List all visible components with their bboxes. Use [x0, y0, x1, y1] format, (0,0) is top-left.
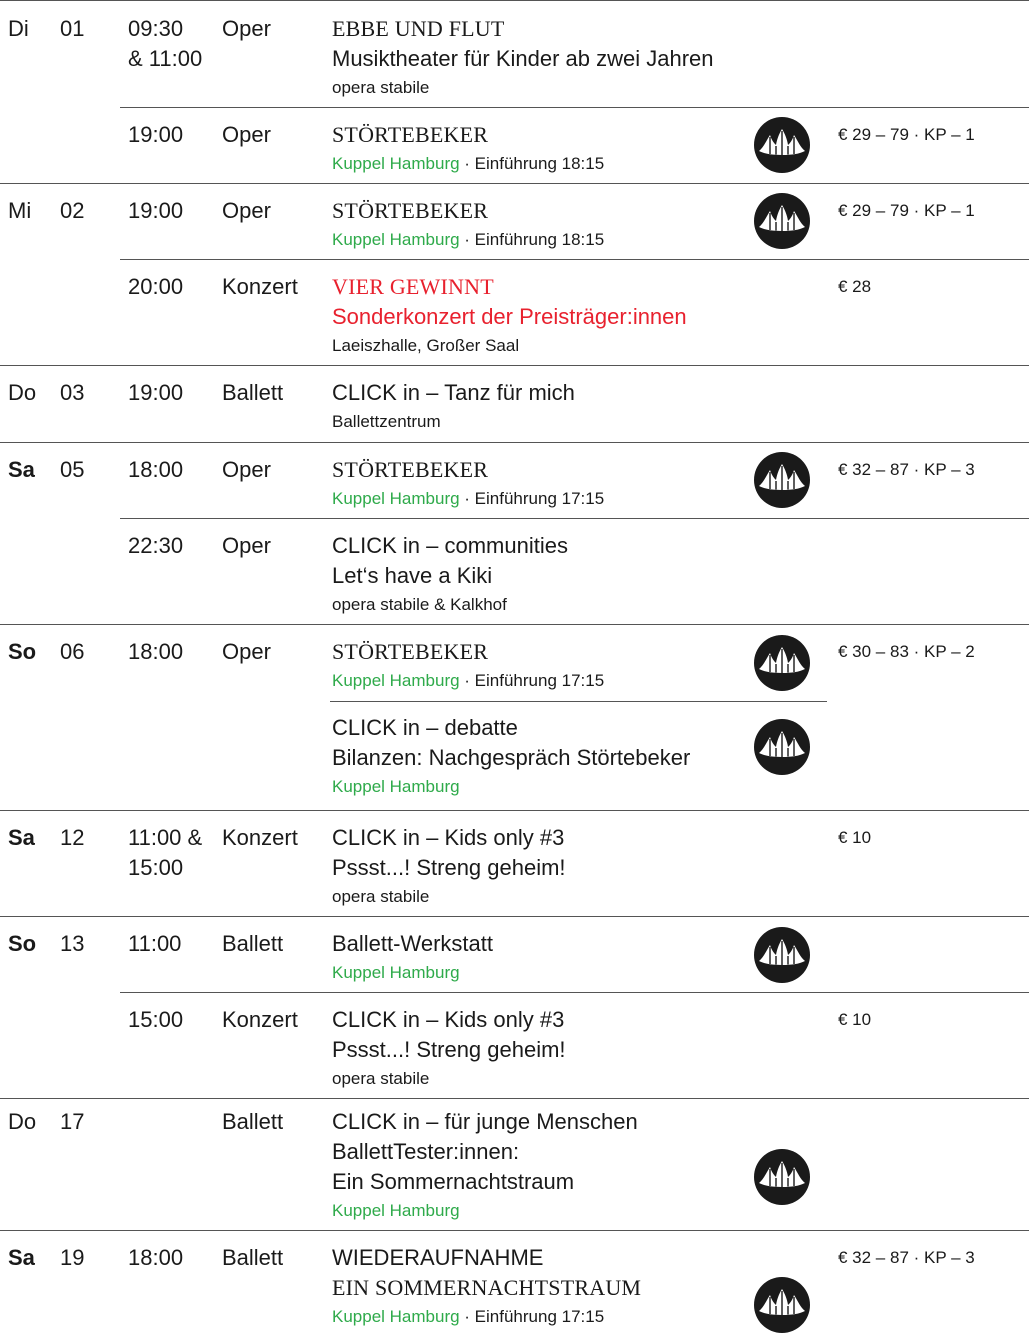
event-title-line[interactable]: STÖRTEBEKER	[332, 639, 489, 664]
event-title-line[interactable]: Ein Sommernachtstraum	[332, 1169, 575, 1194]
event-title-line[interactable]: Musiktheater für Kinder ab zwei Jahren	[332, 46, 714, 71]
event-title-line[interactable]: CLICK in – Tanz für mich	[332, 380, 575, 405]
event-title-line[interactable]: Pssst...! Streng geheim!	[332, 855, 566, 880]
row-divider	[120, 259, 1029, 260]
kuppel-tent-icon[interactable]	[754, 1277, 810, 1333]
event-venue[interactable]: Kuppel Hamburg	[332, 1307, 460, 1326]
event-time: 19:00	[128, 380, 184, 405]
event-venue-line	[332, 76, 429, 100]
date-weekday: Sa	[8, 825, 35, 850]
date-weekday: Di	[8, 16, 29, 41]
event-time: & 11:00	[128, 46, 203, 71]
event-price: € 29 – 79 · KP – 1	[838, 201, 975, 220]
event-genre: Oper	[222, 122, 271, 147]
event-venue[interactable]: Kuppel Hamburg	[332, 671, 460, 690]
row-divider	[0, 365, 1029, 366]
event-title-line[interactable]: Ballett-Werkstatt	[332, 931, 493, 956]
kuppel-tent-icon[interactable]	[754, 117, 810, 173]
date-day: 03	[60, 380, 85, 405]
date-day: 01	[60, 16, 85, 41]
event-genre: Ballett	[222, 1245, 284, 1270]
event-title-line[interactable]: STÖRTEBEKER	[332, 122, 489, 147]
event-genre: Oper	[222, 533, 271, 558]
kuppel-tent-icon[interactable]	[754, 193, 810, 249]
event-introduction: · Einführung 17:15	[459, 671, 605, 690]
event-title-line[interactable]: CLICK in – für junge Menschen	[332, 1109, 638, 1134]
date-day: 19	[60, 1245, 85, 1270]
kuppel-tent-icon[interactable]	[754, 635, 810, 691]
row-divider	[0, 1098, 1029, 1099]
date-weekday: Sa	[8, 457, 35, 482]
event-title-line[interactable]: CLICK in – debatte	[332, 715, 518, 740]
event-venue-line	[332, 961, 460, 985]
event-venue: opera stabile	[332, 887, 430, 906]
event-title-line[interactable]: STÖRTEBEKER	[332, 457, 489, 482]
event-time: 11:00 &	[128, 825, 203, 850]
event-title-line[interactable]: EIN SOMMERNACHTSTRAUM	[332, 1275, 642, 1300]
event-genre: Konzert	[222, 825, 298, 850]
event-venue-line	[332, 775, 460, 799]
row-divider	[0, 916, 1029, 917]
event-genre: Oper	[222, 639, 271, 664]
event-genre: Ballett	[222, 380, 284, 405]
date-weekday: So	[8, 639, 37, 664]
event-time: 11:00	[128, 931, 182, 956]
event-title-line[interactable]: WIEDERAUFNAHME	[332, 1245, 544, 1270]
event-time: 19:00	[128, 122, 184, 147]
event-venue-line	[332, 334, 519, 358]
date-weekday: Mi	[8, 198, 32, 223]
event-venue[interactable]: Kuppel Hamburg	[332, 777, 460, 796]
row-divider	[330, 701, 827, 702]
event-price: € 10	[838, 1010, 872, 1029]
date-day: 13	[60, 931, 85, 956]
event-venue[interactable]: Kuppel Hamburg	[332, 154, 460, 173]
event-introduction: · Einführung 17:15	[459, 489, 605, 508]
event-venue: opera stabile	[332, 1069, 430, 1088]
event-time: 18:00	[128, 1245, 184, 1270]
row-divider	[0, 183, 1029, 184]
event-venue-line	[332, 885, 429, 909]
kuppel-tent-icon[interactable]	[754, 927, 810, 983]
event-time: 19:00	[128, 198, 184, 223]
event-venue-line	[332, 410, 441, 434]
row-divider	[120, 518, 1029, 519]
event-price: € 32 – 87 · KP – 3	[838, 460, 975, 479]
event-title-line[interactable]: Pssst...! Streng geheim!	[332, 1037, 566, 1062]
event-price: € 28	[838, 277, 872, 296]
event-genre: Konzert	[222, 1007, 298, 1032]
date-day: 05	[60, 457, 85, 482]
event-genre: Konzert	[222, 274, 298, 299]
date-day: 17	[60, 1109, 85, 1134]
event-price: € 32 – 87 · KP – 3	[838, 1248, 975, 1267]
event-genre: Oper	[222, 16, 271, 41]
event-time: 09:30	[128, 16, 184, 41]
date-weekday: Do	[8, 380, 37, 405]
row-divider	[0, 624, 1029, 625]
event-price: € 10	[838, 828, 872, 847]
event-venue: Ballettzentrum	[332, 412, 441, 431]
event-venue[interactable]: Kuppel Hamburg	[332, 1201, 460, 1220]
event-venue-line	[332, 1305, 604, 1329]
event-title-line[interactable]: Let‘s have a Kiki	[332, 563, 493, 588]
event-time: 18:00	[128, 639, 184, 664]
kuppel-tent-icon[interactable]	[754, 719, 810, 775]
row-divider	[0, 442, 1029, 443]
event-time: 15:00	[128, 855, 184, 880]
date-weekday: Sa	[8, 1245, 35, 1270]
event-genre: Ballett	[222, 931, 284, 956]
event-venue-line	[332, 669, 604, 693]
date-day: 02	[60, 198, 85, 223]
date-weekday: So	[8, 931, 37, 956]
event-title-line[interactable]: Sonderkonzert der Preisträger:innen	[332, 304, 687, 329]
event-title-line[interactable]: EBBE UND FLUT	[332, 16, 505, 41]
event-venue-line	[332, 487, 604, 511]
event-introduction: · Einführung 18:15	[459, 230, 605, 249]
date-day: 06	[60, 639, 85, 664]
event-venue: opera stabile	[332, 78, 430, 97]
event-title-line[interactable]: STÖRTEBEKER	[332, 198, 489, 223]
event-time: 18:00	[128, 457, 184, 482]
event-genre: Oper	[222, 457, 271, 482]
event-introduction: · Einführung 17:15	[459, 1307, 605, 1326]
event-venue-line	[332, 152, 604, 176]
row-divider	[0, 1230, 1029, 1231]
event-venue: Laeiszhalle, Großer Saal	[332, 336, 520, 355]
date-weekday: Do	[8, 1109, 37, 1134]
event-time: 20:00	[128, 274, 184, 299]
event-venue[interactable]: Kuppel Hamburg	[332, 489, 460, 508]
event-venue-line	[332, 228, 604, 252]
event-genre: Oper	[222, 198, 271, 223]
kuppel-tent-icon[interactable]	[754, 452, 810, 508]
event-time: 15:00	[128, 1007, 184, 1032]
event-price: € 30 – 83 · KP – 2	[838, 642, 975, 661]
event-venue[interactable]: Kuppel Hamburg	[332, 230, 460, 249]
kuppel-tent-icon[interactable]	[754, 1149, 810, 1205]
row-divider	[0, 0, 1029, 1]
event-venue-line	[332, 593, 507, 617]
event-introduction: · Einführung 18:15	[459, 154, 605, 173]
event-title-line[interactable]: VIER GEWINNT	[332, 274, 494, 299]
event-title-line[interactable]: CLICK in – Kids only #3	[332, 1007, 565, 1032]
row-divider	[120, 107, 1029, 108]
event-title-line[interactable]: Bilanzen: Nachgespräch Störtebeker	[332, 745, 691, 770]
event-title-line[interactable]: CLICK in – Kids only #3	[332, 825, 565, 850]
date-day: 12	[60, 825, 85, 850]
event-venue-line	[332, 1067, 429, 1091]
event-price: € 29 – 79 · KP – 1	[838, 125, 975, 144]
event-venue-line	[332, 1199, 460, 1223]
row-divider	[120, 992, 1029, 993]
event-title-line[interactable]: BallettTester:innen:	[332, 1139, 520, 1164]
event-venue: opera stabile & Kalkhof	[332, 595, 507, 614]
event-time: 22:30	[128, 533, 184, 558]
event-genre: Ballett	[222, 1109, 284, 1134]
row-divider	[0, 810, 1029, 811]
event-title-line[interactable]: CLICK in – communities	[332, 533, 568, 558]
event-venue[interactable]: Kuppel Hamburg	[332, 963, 460, 982]
